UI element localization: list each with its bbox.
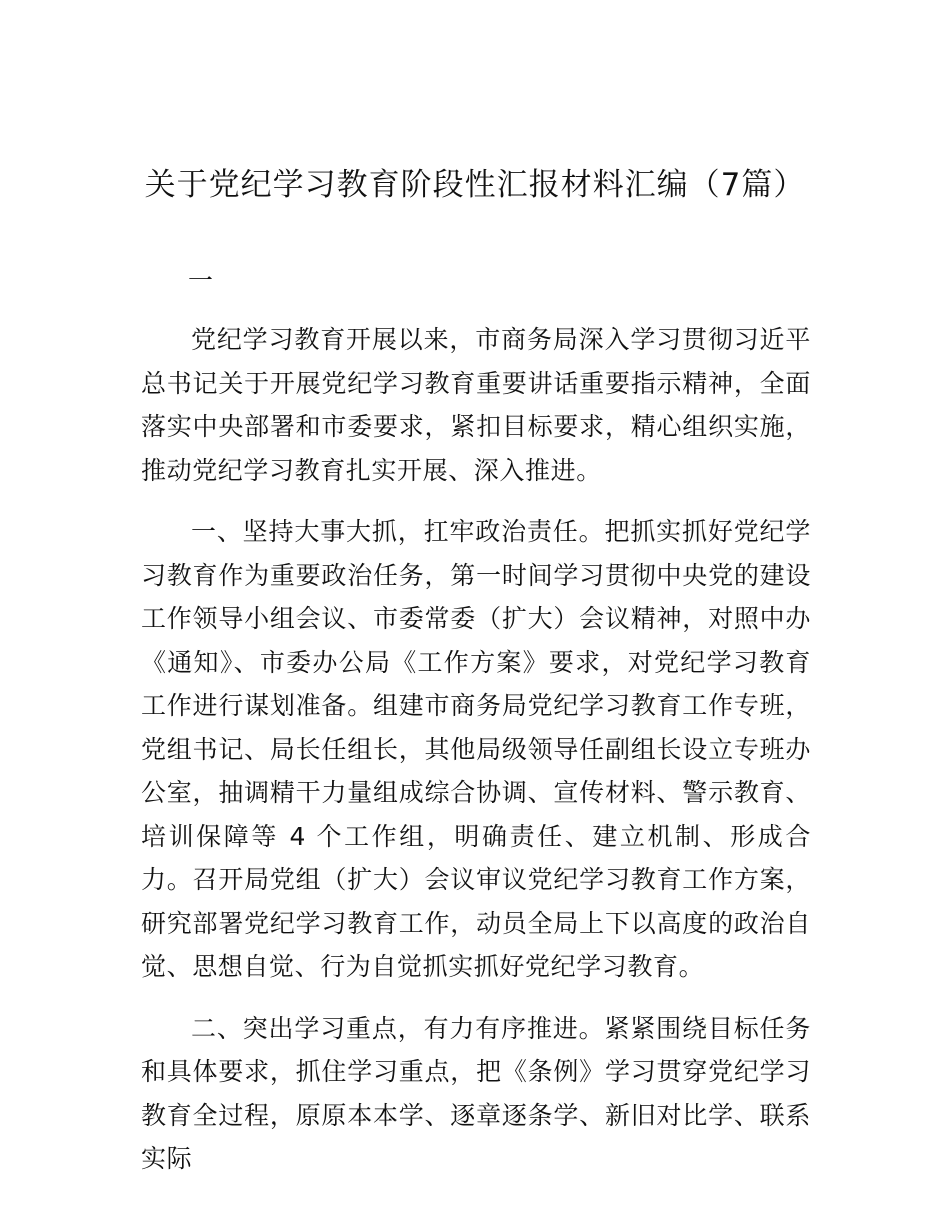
section-one-paragraph: 一、坚持大事大抓，扛牢政治责任。把抓实抓好党纪学习教育作为重要政治任务，第一时间学习贯彻中央党的建设工作领导小组会议、市委常委（扩大）会议精神，对照中办《通知》、市委办公局《工作方案》要求，对党纪学习教育工作进行谋划准备。组建市商务局党纪学习教育工作专班，党组书记、局长任组长，其他局级领导任副组长设立专班办公室，抽调精干力量组成综合协调、宣传材料、警示教育、培训保障等 4 个工作组，明确责任、建立机制、形成合力。召开局党组（扩大）会议审议党纪学习教育工作方案，研究部署党纪学习教育工作，动员全局上下以高度的政治自觉、思想自觉、行为自觉抓实抓好党纪学习教育。 xyxy=(141,517,811,981)
part-number: 一 xyxy=(188,266,214,295)
document-title: 关于党纪学习教育阶段性汇报材料汇编（7篇） xyxy=(144,167,806,203)
document-body xyxy=(141,318,811,1199)
section-two-paragraph: 二、突出学习重点，有力有序推进。紧紧围绕目标任务和具体要求，抓住学习重点，把《条例》学习贯穿党纪学习教育全过程，原原本本学、逐章逐条学、新旧对比学、联系实际 xyxy=(141,1013,811,1173)
intro-paragraph: 党纪学习教育开展以来，市商务局深入学习贯彻习近平总书记关于开展党纪学习教育重要讲话重要指示精神，全面落实中央部署和市委要求，紧扣目标要求，精心组织实施，推动党纪学习教育扎实开展、深入推进。 xyxy=(141,325,811,485)
